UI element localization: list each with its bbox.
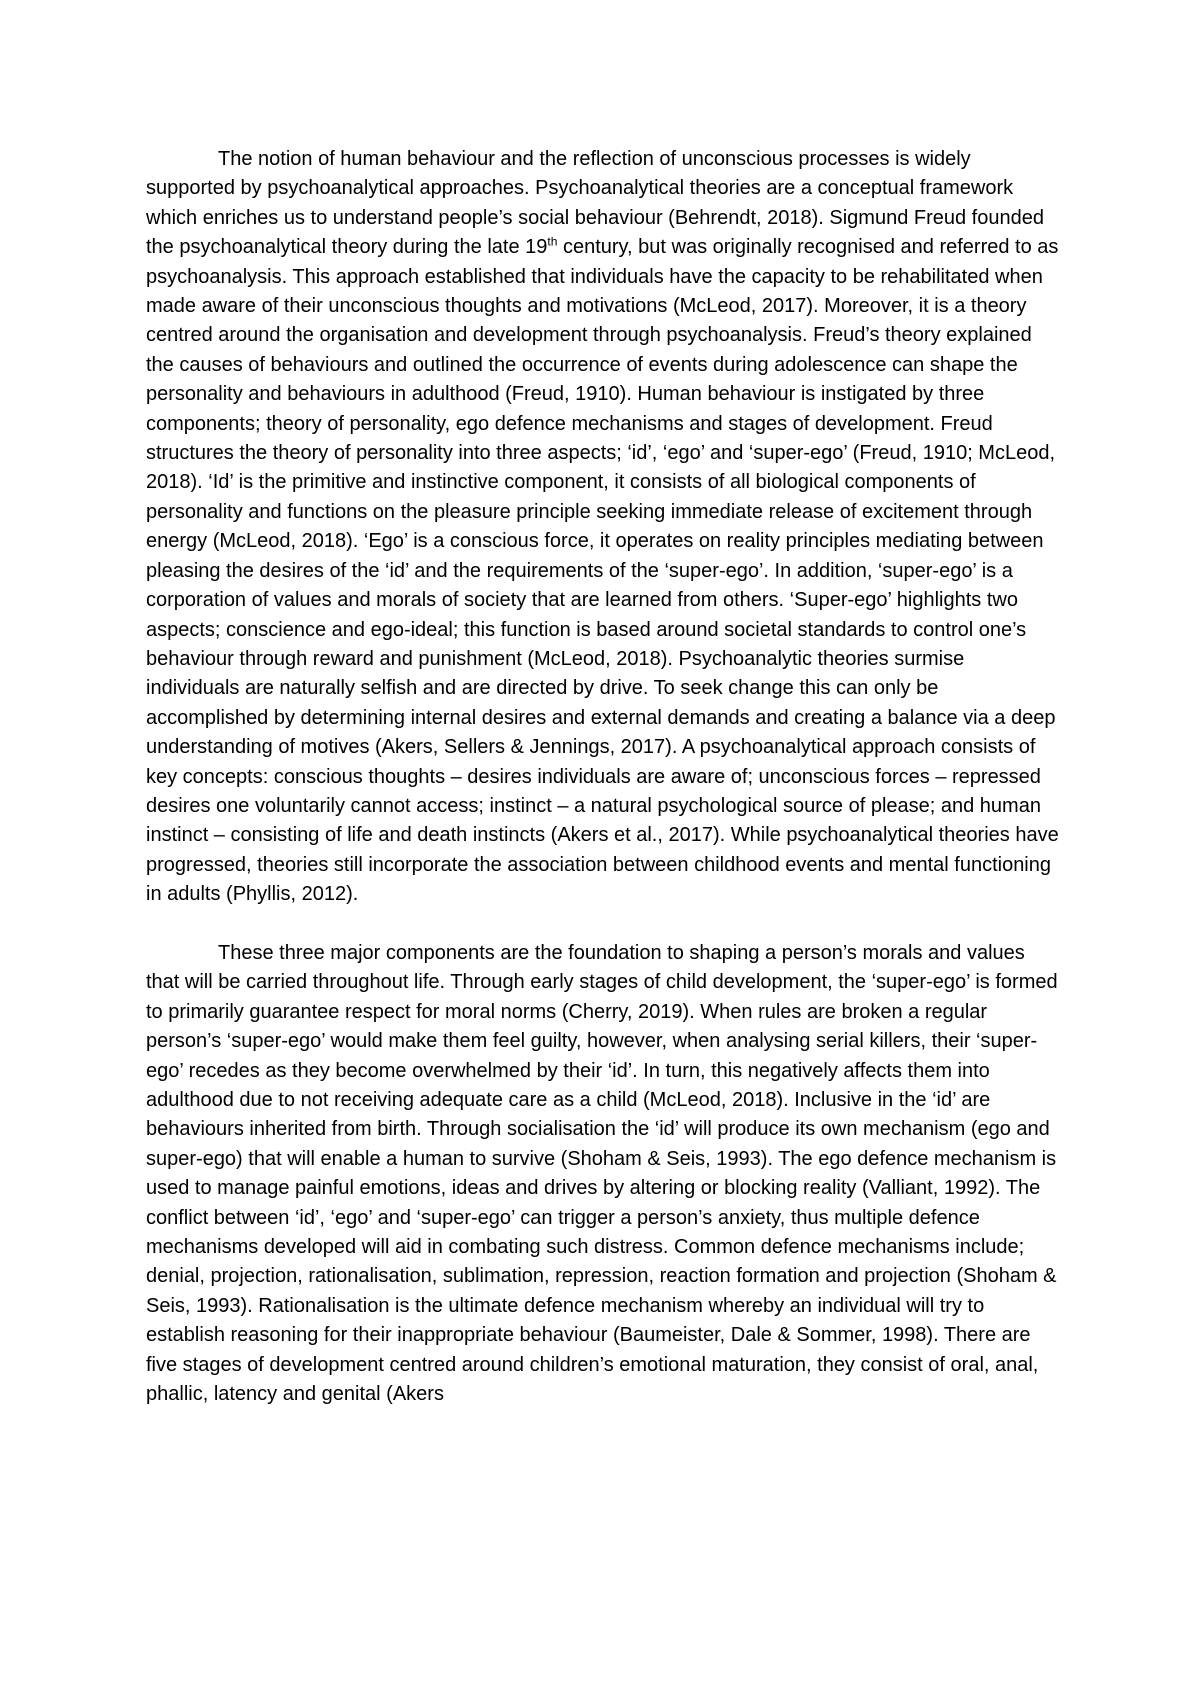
paragraph-1-text-b: century, but was originally recognised and referred to as psychoanalysis. This approach established that individuals have the capacity to be rehabilitated when made aware of their unconscious thoughts and motivations (McLeod, 2017). Moreover, it is a theory centred around the organisation and development through psychoanalysis. Freud’s theory explained the causes of behaviours and outlined the occurrence of events during adolescence can shape the personality and behaviours in adulthood (Freud, 1910). Human behaviour is instigated by three components; theory of personality, ego defence mechanisms and stages of development. Freud structures the theory of personality into three aspects; ‘id’, ‘ego’ and ‘super-ego’ (Freud, 1910; McLeod, 2018). ‘Id’ is the primitive and instinctive component, it consists of all biological components of personality and functions on the pleasure principle seeking immediate release of excitement through energy (McLeod, 2018). ‘Ego’ is a conscious force, it operates on reality principles mediating between pleasing the desires of the ‘id’ and the requirements of the ‘super-ego’. In addition, ‘super-ego’ is a corporation of values and morals of society that are learned from others. ‘Super-ego’ highlights two aspects; conscience and ego-ideal; this function is based around societal standards to control one’s behaviour through reward and punishment (McLeod, 2018). Psychoanalytic theories surmise individuals are naturally selfish and are directed by drive. To seek change this can only be accomplished by determining internal desires and external demands and creating a balance via a deep understanding of motives (Akers, Sellers & Jennings, 2017). A psychoanalytical approach consists of key concepts: conscious thoughts – desires individuals are aware of; unconscious forces – repressed desires one voluntarily cannot access; instinct – a natural psychological source of please; and human instinct – consisting of life and death instincts (Akers et al., 2017). While psychoanalytical theories have progressed, theories still incorporate the association between childhood events and mental functioning in adults (Phyllis, 2012). xyxy=(146,236,1059,906)
paragraph-1 xyxy=(146,145,1060,910)
superscript-th: th xyxy=(547,234,558,249)
paragraph-1-text-a: The notion of human behaviour and the reflection of unconscious processes is widely supported by psychoanalytical approaches. Psychoanalytical theories are a conceptual framework which enriches us to understand people’s social behaviour (Behrendt, 2018). Sigmund Freud founded the psychoanalytical theory during the late 19 xyxy=(146,148,1044,259)
paragraph-2: These three major components are the foundation to shaping a person’s morals and values that will be carried throughout life. Through early stages of child development, the ‘super-ego’ is formed to primarily guarantee respect for moral norms (Cherry, 2019). When rules are broken a regular person’s ‘super-ego’ would make them feel guilty, however, when analysing serial killers, their ‘super-ego’ recedes as they become overwhelmed by their ‘id’. In turn, this negatively affects them into adulthood due to not receiving adequate care as a child (McLeod, 2018). Inclusive in the ‘id’ are behaviours inherited from birth. Through socialisation the ‘id’ will produce its own mechanism (ego and super-ego) that will enable a human to survive (Shoham & Seis, 1993). The ego defence mechanism is used to manage painful emotions, ideas and drives by altering or blocking reality (Valliant, 1992). The conflict between ‘id’, ‘ego’ and ‘super-ego’ can trigger a person’s anxiety, thus multiple defence mechanisms developed will aid in combating such distress. Common defence mechanisms include; denial, projection, rationalisation, sublimation, repression, reaction formation and projection (Shoham & Seis, 1993). Rationalisation is the ultimate defence mechanism whereby an individual will try to establish reasoning for their inappropriate behaviour (Baumeister, Dale & Sommer, 1998). There are five stages of development centred around children’s emotional maturation, they consist of oral, anal, phallic, latency and genital (Akers xyxy=(146,941,1058,1406)
